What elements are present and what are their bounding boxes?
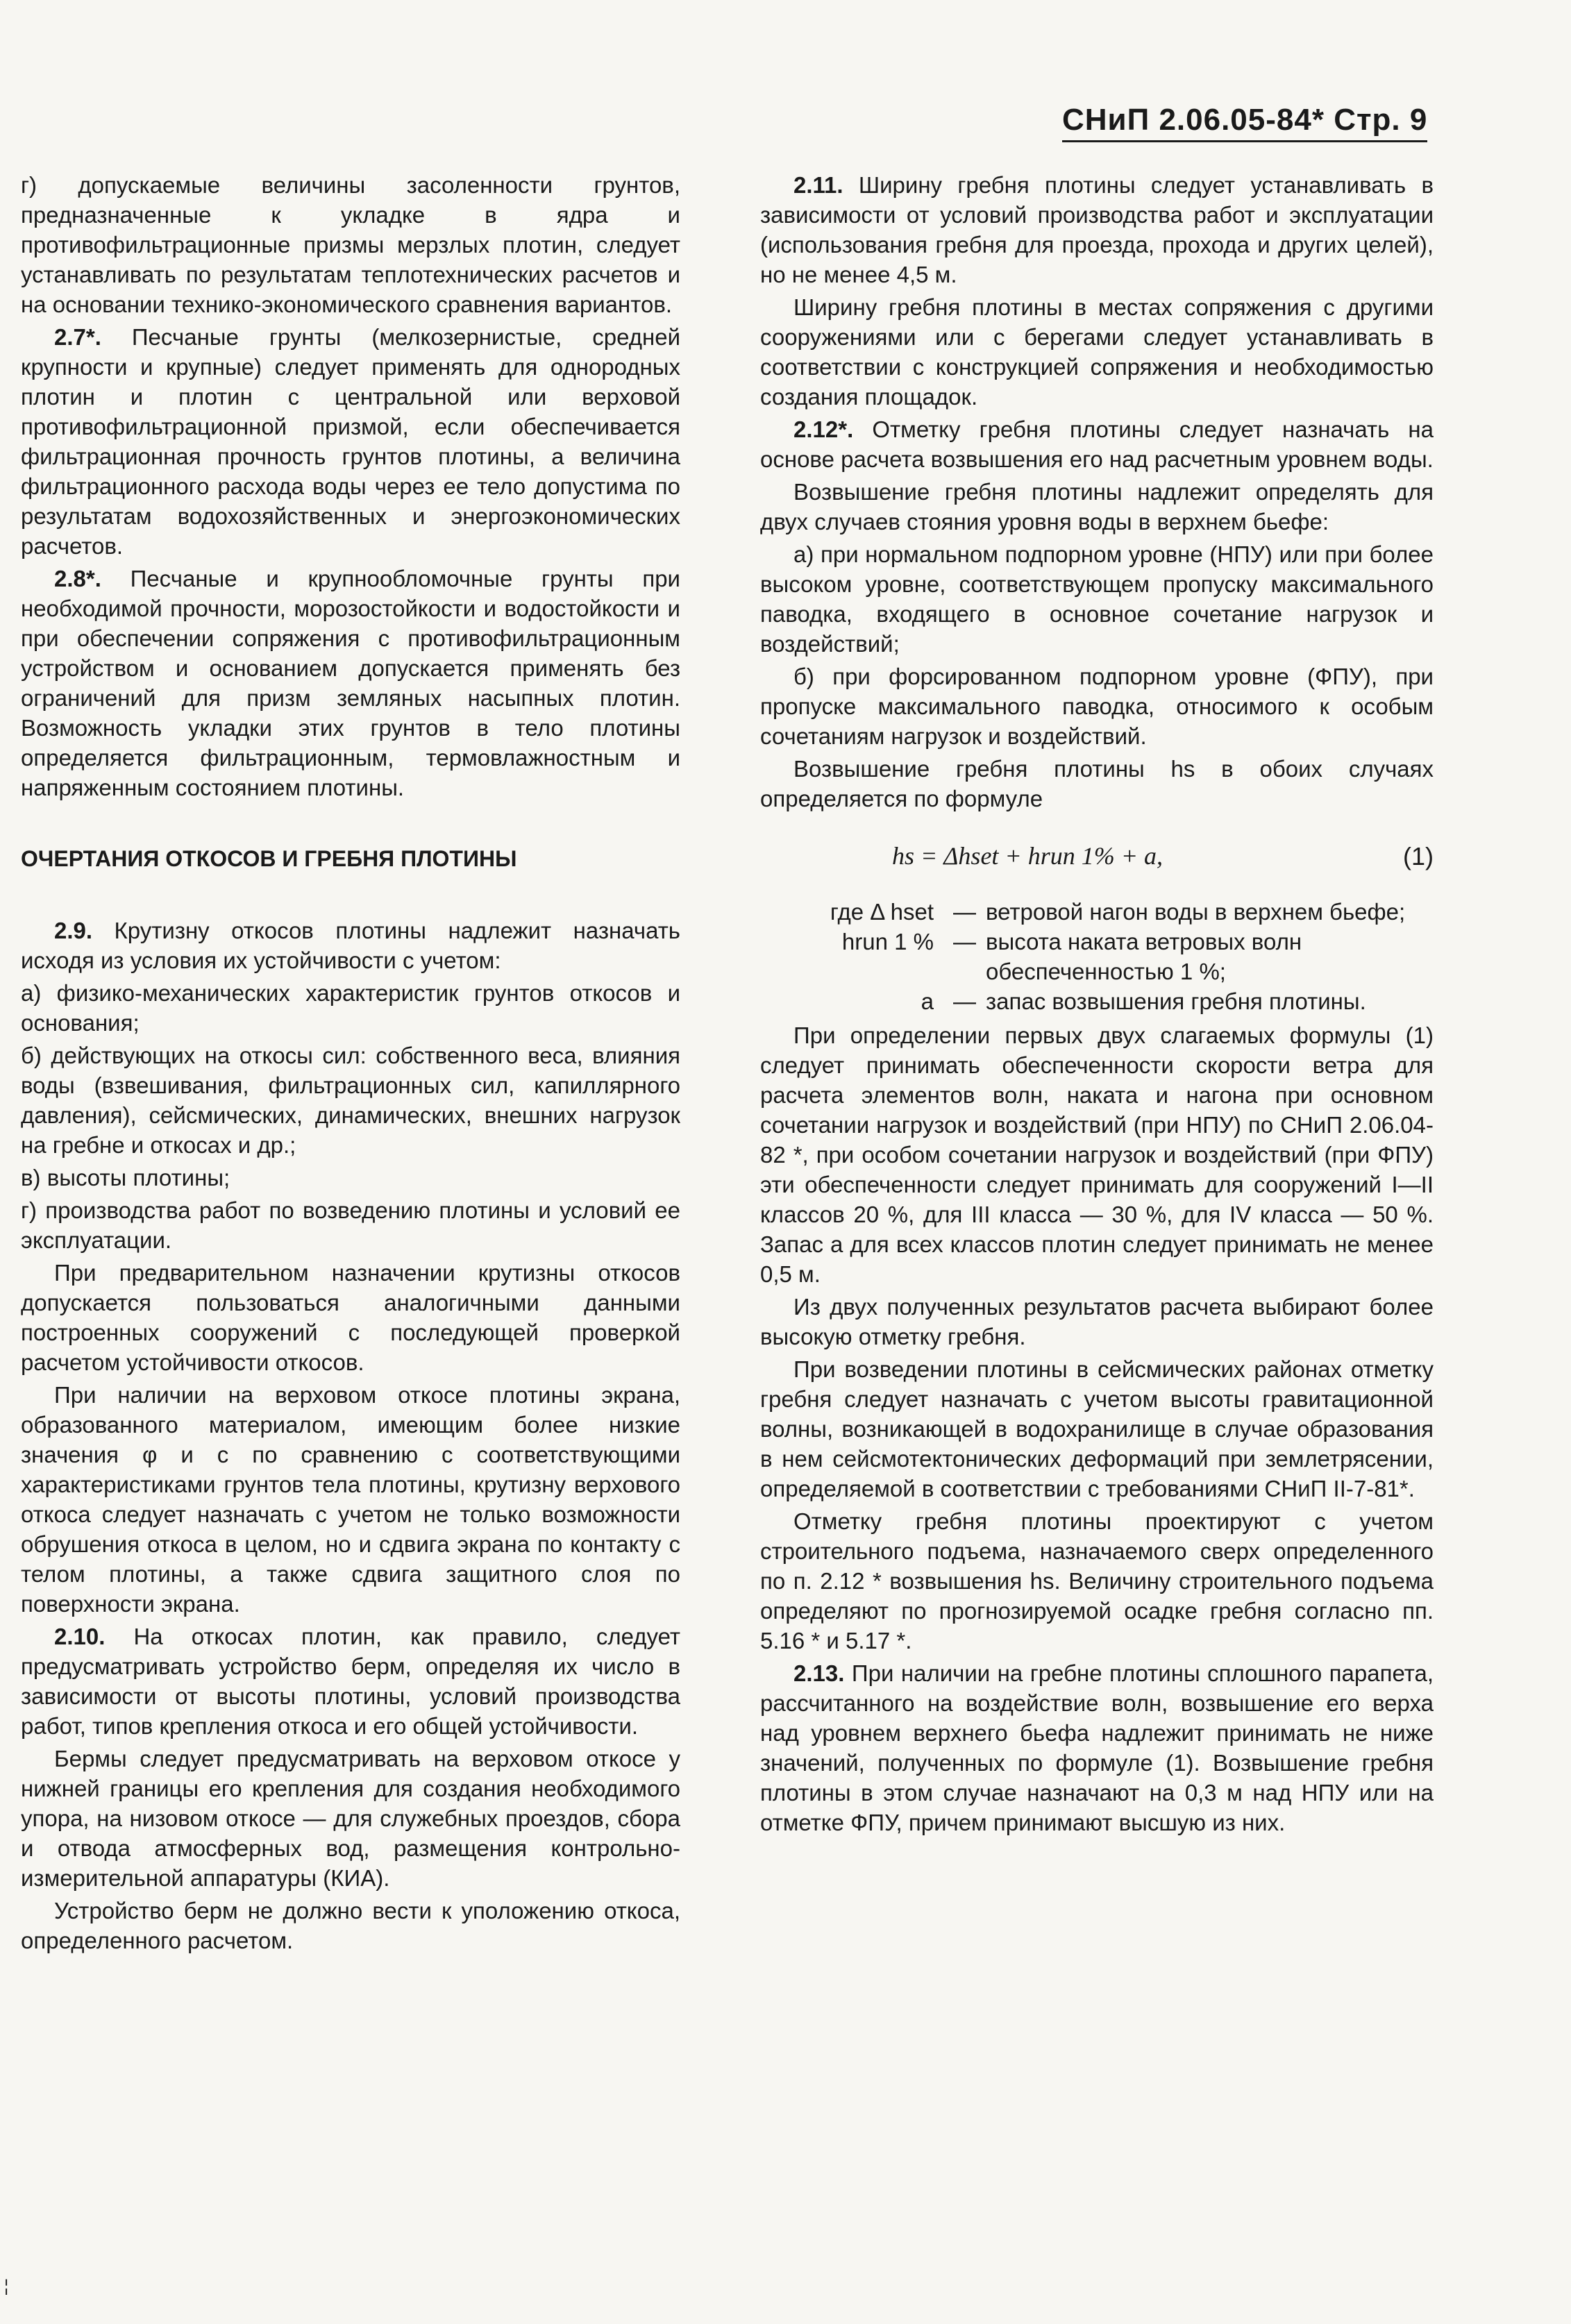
paragraph bbox=[21, 916, 680, 975]
paragraph bbox=[760, 1354, 1434, 1504]
paragraph-text: Песчаные и крупнообломочные грунты при необходимой прочности, морозостойкости и водостойкости и при обеспечении сопряжения с противофильтрационным устройством и основанием допускается применять без ограничений для призм земляных насыпных плотин. Возможность укладки этих грунтов в тело плотины определяется фильтрационным, термовлажностным и напряженным состоянием плотины. bbox=[21, 566, 680, 800]
paragraph bbox=[21, 322, 680, 561]
paragraph-text: Крутизну откосов плотины надлежит назначать исходя из условия их устойчивости с учетом: bbox=[21, 918, 680, 973]
left-column bbox=[21, 170, 680, 1958]
paragraph bbox=[21, 1041, 680, 1160]
page-header: СНиП 2.06.05-84* Стр. 9 bbox=[1062, 103, 1427, 142]
definition-text: ветровой нагон воды в верхнем бьефе; bbox=[986, 899, 1406, 925]
clause-number: 2.10. bbox=[54, 1624, 106, 1649]
paragraph-text: б) действующих на откосы сил: собственного веса, влияния воды (взвешивания, фильтрационных сил, капиллярного давления), сейсмических, динамических, внешних нагрузок на гребне и откосах и др.; bbox=[21, 1043, 680, 1158]
paragraph-text: Устройство берм не должно вести к уположению откоса, определенного расчетом. bbox=[21, 1898, 680, 1953]
paragraph-text: а) при нормальном подпорном уровне (НПУ) или при более высоком уровне, соответствующем пропуску максимального паводка, входящего в основное сочетание нагрузок и воздействий; bbox=[760, 541, 1434, 657]
paragraph bbox=[21, 1896, 680, 1955]
definition-dash: — bbox=[953, 899, 976, 925]
clause-number: 2.12*. bbox=[793, 416, 854, 442]
clause-number: 2.8*. bbox=[54, 566, 101, 591]
paragraph bbox=[21, 564, 680, 802]
paragraph-text: Отметку гребня плотины следует назначать на основе расчета возвышения его над расчетным уровнем воды. bbox=[760, 416, 1434, 472]
clause-number: 2.11. bbox=[793, 172, 843, 198]
paragraph-text: При возведении плотины в сейсмических районах отметку гребня следует назначать с учетом высоты гравитационной волны, возникающей в водохранилище в случае образования в нем сейсмотектонических деформаций при землетрясении, определяемой в соответствии с требованиями СНиП II-7-81*. bbox=[760, 1356, 1434, 1501]
clause-number: 2.7*. bbox=[54, 324, 101, 350]
paragraph-text: б) при форсированном подпорном уровне (ФПУ), при пропуске максимального паводка, относимого к особым сочетаниям нагрузок и воздействий. bbox=[760, 664, 1434, 749]
definition-text: запас возвышения гребня плотины. bbox=[986, 988, 1366, 1014]
definition-row bbox=[760, 897, 1434, 927]
paragraph bbox=[760, 754, 1434, 814]
paragraph bbox=[21, 1163, 680, 1193]
right-column bbox=[760, 170, 1434, 1840]
paragraph bbox=[21, 1622, 680, 1741]
paragraph-text: Песчаные грунты (мелкозернистые, средней крупности и крупные) следует применять для однородных плотин и плотин с центральной или верховой противофильтрационной призмой, если обеспечивается фильтрационная прочность грунтов плотины, а величина фильтрационного расхода воды через ее тело допустима по результатам водохозяйственных и энергоэкономических расчетов. bbox=[21, 324, 680, 559]
paragraph-text: При предварительном назначении крутизны откосов допускается пользоваться аналогичными данными построенных сооружений с последующей проверкой расчетом устойчивости откосов. bbox=[21, 1260, 680, 1375]
formula-1 bbox=[760, 841, 1434, 883]
paragraph bbox=[760, 477, 1434, 537]
paragraph-text: г) производства работ по возведению плотины и условий ее эксплуатации. bbox=[21, 1197, 680, 1253]
paragraph-text: При наличии на гребне плотины сплошного парапета, рассчитанного на воздействие волн, возвышение его верха над уровнем верхнего бьефа надлежит принимать не ниже значений, полученных по формуле (1). Возвышение гребня плотины в этом случае назначают на 0,3 м над НПУ или на отметке ФПУ, причем принимают высшую из них. bbox=[760, 1660, 1434, 1835]
paragraph bbox=[760, 1658, 1434, 1837]
paragraph-text: На откосах плотин, как правило, следует предусматривать устройство берм, определяя их число в зависимости от высоты плотины, условий производства работ, типов крепления откоса и его общей устойчивости. bbox=[21, 1624, 680, 1739]
paragraph bbox=[760, 292, 1434, 412]
definition-text: высота наката ветровых волн обеспеченностью 1 %; bbox=[986, 929, 1302, 984]
paragraph bbox=[760, 414, 1434, 474]
paragraph bbox=[21, 1258, 680, 1377]
paragraph-text: в) высоты плотины; bbox=[21, 1165, 230, 1190]
margin-mark: ¦ bbox=[4, 2277, 9, 2296]
paragraph bbox=[760, 662, 1434, 751]
paragraph bbox=[21, 978, 680, 1038]
paragraph bbox=[760, 1506, 1434, 1656]
definition-dash: — bbox=[953, 929, 976, 954]
paragraph bbox=[21, 1195, 680, 1255]
paragraph-text: Отметку гребня плотины проектируют с учетом строительного подъема, назначаемого сверх определенного по п. 2.12 * возвышения hs. Величину строительного подъема определяют по прогнозируемой осадке гребня согласно пп. 5.16 * и 5.17 *. bbox=[760, 1508, 1434, 1653]
paragraph bbox=[21, 1744, 680, 1893]
paragraph-text: Бермы следует предусматривать на верховом откосе у нижней границы его крепления для создания необходимого упора, на низовом откосе — для служебных проездов, сбора и отвода атмосферных вод, размещения контрольно-измерительной аппаратуры (КИА). bbox=[21, 1746, 680, 1891]
paragraph bbox=[760, 170, 1434, 289]
paragraph bbox=[21, 170, 680, 319]
paragraph bbox=[760, 1020, 1434, 1289]
definition-symbol: a bbox=[921, 988, 934, 1014]
paragraph bbox=[21, 1380, 680, 1619]
paragraph-text: г) допускаемые величины засоленности грунтов, предназначенные к укладке в ядра и противофильтрационные призмы мерзлых плотин, следует устанавливать по результатам теплотехнических расчетов и на основании технико-экономического сравнения вариантов. bbox=[21, 172, 680, 317]
definition-row bbox=[760, 927, 1434, 986]
clause-number: 2.13. bbox=[793, 1660, 845, 1686]
paragraph-text: Возвышение гребня плотины надлежит определять для двух случаев стояния уровня воды в верхнем бьефе: bbox=[760, 479, 1434, 534]
paragraph-text: Из двух полученных результатов расчета выбирают более высокую отметку гребня. bbox=[760, 1294, 1434, 1349]
paragraph bbox=[760, 539, 1434, 659]
paragraph-text: Ширину гребня плотины в местах сопряжения с другими сооружениями или с берегами следует устанавливать в соответствии с конструкцией сопряжения и необходимостью создания площадок. bbox=[760, 294, 1434, 410]
formula-expression: hs = Δhset + hrun 1% + a, bbox=[892, 842, 1163, 870]
formula-definitions bbox=[760, 897, 1434, 1016]
paragraph-text: Возвышение гребня плотины hs в обоих случаях определяется по формуле bbox=[760, 756, 1434, 811]
paragraph-text: При определении первых двух слагаемых формулы (1) следует принимать обеспеченности скорости ветра для расчета элементов волн, наката и нагона при основном сочетании нагрузок и воздействий (при НПУ) по СНиП 2.06.04-82 *, при особом сочетании нагрузок и воздействий (при ФПУ) эти обеспеченности следует принимать для сооружений I—II классов 20 %, для III класса — 30 %, для IV класса — 50 %. Запас a для всех классов плотин следует принимать не менее 0,5 м. bbox=[760, 1022, 1434, 1287]
formula-number: (1) bbox=[1403, 842, 1434, 870]
section-title: ОЧЕРТАНИЯ ОТКОСОВ И ГРЕБНЯ ПЛОТИНЫ bbox=[21, 846, 517, 871]
paragraph-text: а) физико-механических характеристик грунтов откосов и основания; bbox=[21, 980, 680, 1036]
definition-symbol: где Δ hset bbox=[830, 899, 934, 925]
definition-symbol: hrun 1 % bbox=[841, 929, 934, 954]
paragraph-text: Ширину гребня плотины следует устанавливать в зависимости от условий производства работ и эксплуатации (использования гребня для проезда, прохода и других целей), но не менее 4,5 м. bbox=[760, 172, 1434, 287]
clause-number: 2.9. bbox=[54, 918, 93, 943]
paragraph-text: При наличии на верховом откосе плотины экрана, образованного материалом, имеющим более низкие значения φ и c по сравнению с соответствующими характеристиками грунтов тела плотины, крутизну верхового откоса следует назначать с учетом не только возможности обрушения откоса в целом, но и сдвига экрана по контакту с телом плотины, а также сдвига защитного слоя по поверхности экрана. bbox=[21, 1382, 680, 1617]
definition-dash: — bbox=[953, 988, 976, 1014]
paragraph bbox=[760, 1292, 1434, 1352]
definition-row bbox=[760, 986, 1434, 1016]
